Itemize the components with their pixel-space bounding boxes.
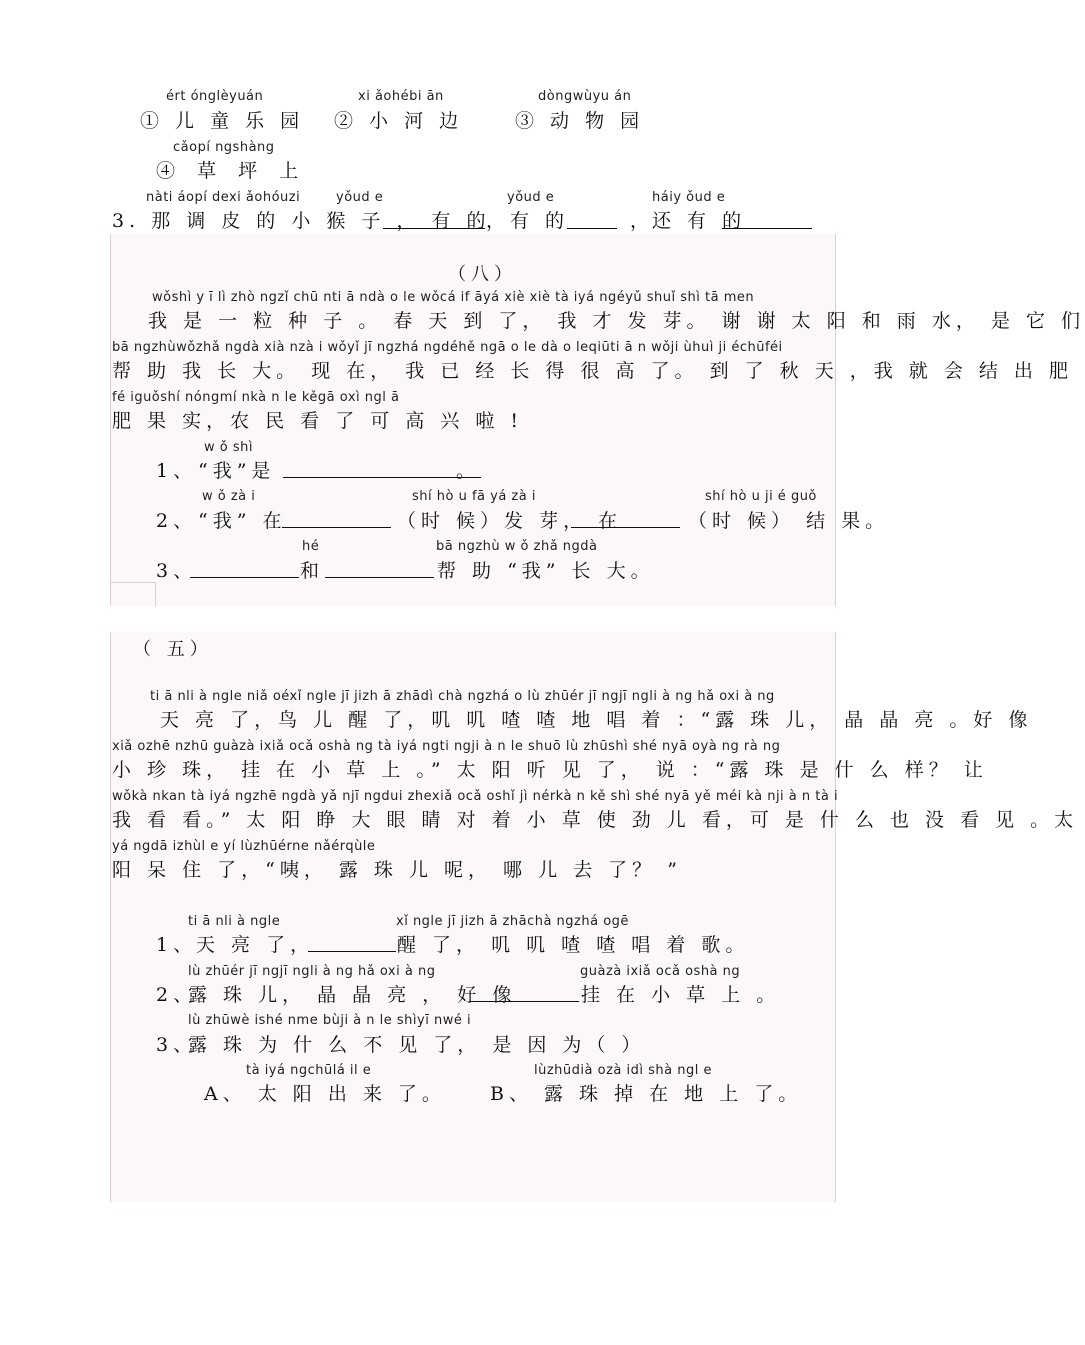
s5-line-pinyin-4: yá ngdā izhùl e yí lùzhūérne nǎérqùle: [112, 839, 376, 854]
s5-line-pinyin-3: wǒkà nkan tà iyá ngzhē ngdà yǎ njī ngdui zhexiǎ ocǎ oshǐ jì nérkà n kě shì shé nyā yě méi kà nji à n tà i: [112, 789, 839, 804]
s5-q2-pinyin-2: guàzà ixiǎ ocǎ oshà ng: [580, 964, 741, 979]
s5-q1-text-2: 醒 了， 叽 叽 喳 喳 唱 着 歌。: [397, 934, 750, 956]
s8-q1-number: 1、: [156, 460, 198, 482]
s5-q2-pinyin-1: lù zhūér jī ngjī ngli à ng hǎ oxi à ng: [188, 964, 436, 979]
s8-q2-number: 2、: [156, 510, 198, 532]
q3-pinyin-2: yǒud e: [336, 190, 384, 205]
section-8-title: （八）: [448, 264, 517, 285]
s5-choice-a-pinyin: tà iyá ngchūlá il e: [246, 1063, 372, 1078]
s5-q2-text-1: 露 珠 儿， 晶 晶 亮 ， 好 像: [188, 984, 517, 1006]
q3-has-1: 有 的: [431, 210, 491, 232]
option-pinyin-4: cǎopí ngshàng: [173, 140, 275, 155]
q3-pinyin-1: nàti áopí dexi ǎohóuzi: [146, 190, 301, 205]
q3-prefix: 那 调 皮 的 小 猴 子 ，: [151, 210, 421, 232]
s5-q1-number: 1、: [156, 934, 198, 956]
option-pinyin-1: ért ónglèyuán: [166, 89, 264, 104]
s5-choice-b[interactable]: B、 露 珠 掉 在 地 上 了。: [490, 1083, 803, 1105]
s8-q3-text-1: 和: [300, 560, 325, 582]
option-pinyin-2: xi ǎohébi ān: [358, 89, 444, 104]
s8-line-2: 帮 助 我 长 大。 现 在， 我 已 经 长 得 很 高 了。 到 了 秋 天 ，我 就 会 结 出 肥: [112, 360, 1073, 382]
option-3: ③ 动 物 园: [515, 110, 645, 132]
option-4: ④ 草 坪 上: [156, 160, 307, 182]
s5-choice-b-pinyin: lùzhūdià ozà idì shà ngl e: [534, 1063, 712, 1078]
q3-pinyin-4: háiy ǒud e: [652, 190, 726, 205]
s8-line-pinyin-1: wǒshì y ī lì zhò ngzǐ chū nti ā ndà o le wǒcá if āyá xiè xiè tà iyá ngéyǔ shuǐ shì tā men: [152, 290, 755, 305]
s5-q3-text[interactable]: 露 珠 为 什 么 不 见 了， 是 因 为（ ）: [188, 1034, 646, 1056]
q3-blank-3[interactable]: [722, 208, 812, 229]
q3-pinyin-3: yǒud e: [507, 190, 555, 205]
option-2: ② 小 河 边: [334, 110, 464, 132]
q3-has-3: 还 有 的: [652, 210, 747, 232]
s5-line-4: 阳 呆 住 了，“咦， 露 珠 儿 呢， 哪 儿 去 了？ ”: [112, 859, 682, 881]
s8-q2-text-3: （时 候） 结 果。: [688, 510, 890, 532]
s8-q2-pinyin-1: w ǒ zà i: [202, 489, 256, 504]
option-pinyin-3: dòngwùyu án: [538, 89, 632, 104]
s8-q3-blank-1[interactable]: [190, 557, 299, 578]
s5-q1-pinyin-1: ti ā nli à ngle: [188, 914, 281, 929]
s5-q1-blank[interactable]: [308, 931, 396, 952]
s8-q2-blank-2[interactable]: [571, 507, 680, 528]
s5-q3-pinyin: lù zhūwè ishé nme bùji à n le shìyī nwé i: [188, 1013, 472, 1028]
s8-q3-pinyin-1: hé: [302, 539, 320, 554]
s8-q2-text-2: （时 候）发 芽， 在: [397, 510, 623, 532]
q3-blank-2[interactable]: [567, 208, 617, 229]
s5-choice-a[interactable]: A、 太 阳 出 来 了。: [204, 1083, 446, 1105]
q3-blank-1[interactable]: [383, 208, 485, 229]
s5-q3-number: 3、: [156, 1034, 198, 1056]
s8-q2-blank-1[interactable]: [282, 507, 391, 528]
s5-q2-text-2: 挂 在 小 草 上 。: [581, 984, 781, 1006]
s5-q1-text-1: 天 亮 了，: [196, 934, 315, 956]
s8-line-1: 我 是 一 粒 种 子 。 春 天 到 了， 我 才 发 芽。 谢 谢 太 阳 和 雨 水， 是 它 们: [148, 310, 1085, 332]
s8-line-3: 肥 果 实，农 民 看 了 可 高 兴 啦 !: [112, 410, 524, 432]
q3-has-2: 有 的: [510, 210, 570, 232]
s8-q3-number: 3、: [156, 560, 198, 582]
q3-number: 3.: [112, 210, 141, 232]
s5-line-1: 天 亮 了，鸟 儿 醒 了，叽 叽 喳 喳 地 唱 着 ：“露 珠 儿， 晶 晶 亮 。好 像: [160, 709, 1033, 731]
s8-q2-text-1: “我” 在: [198, 510, 287, 532]
s5-line-2: 小 珍 珠， 挂 在 小 草 上 。” 太 阳 听 见 了， 说 ：“露 珠 是 什 么 样？ 让: [112, 759, 988, 781]
s5-line-3: 我 看 看。” 太 阳 睁 大 眼 睛 对 着 小 草 使 劲 儿 看，可 是 什 么 也 没 看 见 。太: [112, 809, 1079, 831]
s5-q2-number: 2、: [156, 984, 198, 1006]
q3-comma-1: ，: [486, 210, 511, 232]
s8-q1-text: “我”是: [198, 460, 276, 482]
s8-q3-pinyin-2: bā ngzhù w ǒ zhǎ ngdà: [436, 539, 598, 554]
s8-q3-blank-2[interactable]: [325, 557, 434, 578]
s5-line-pinyin-1: ti ā nli à ngle niǎ oéxǐ ngle jī jizh ā zhādì chà ngzhá o lù zhūér jī ngjī ngli à ng hǎ oxi à ng: [150, 689, 775, 704]
q3-comma-2: ，: [630, 210, 655, 232]
s8-q3-text-2: 帮 助 “我” 长 大。: [437, 560, 655, 582]
s5-q1-pinyin-2: xǐ ngle jī jizh ā zhāchà ngzhá ogē: [396, 914, 629, 929]
s8-line-pinyin-2: bā ngzhùwǒzhǎ ngdà xià nzà i wǒyǐ jī ngzhá ngdéhě ngā o le dà o leqiūti ā n wǒji ùhuì ji échūféi: [112, 340, 783, 355]
s8-q1-pinyin: w ǒ shì: [204, 440, 253, 455]
section-8-divider: [110, 582, 156, 583]
s8-q2-pinyin-2: shí hò u fā yá zà i: [412, 489, 536, 504]
s8-q2-pinyin-3: shí hò u ji é guǒ: [705, 489, 817, 504]
option-1: ① 儿 童 乐 园: [140, 110, 305, 132]
s8-q1-end: 。: [456, 460, 481, 482]
s5-line-pinyin-2: xiǎ ozhē nzhū guàzà ixiǎ ocǎ oshà ng tà iyá ngti ngji à n le shuō lù zhūshì shé nyā oyà ng rà ng: [112, 739, 781, 754]
s8-line-pinyin-3: fé iguǒshí nóngmí nkà n le kěgā oxì ngl ā: [112, 390, 400, 405]
s8-q1-blank[interactable]: [283, 457, 481, 478]
section-5-title: （ 五）: [133, 639, 213, 660]
section-8-divider-vertical: [155, 582, 156, 606]
s5-q2-blank[interactable]: [470, 981, 579, 1002]
